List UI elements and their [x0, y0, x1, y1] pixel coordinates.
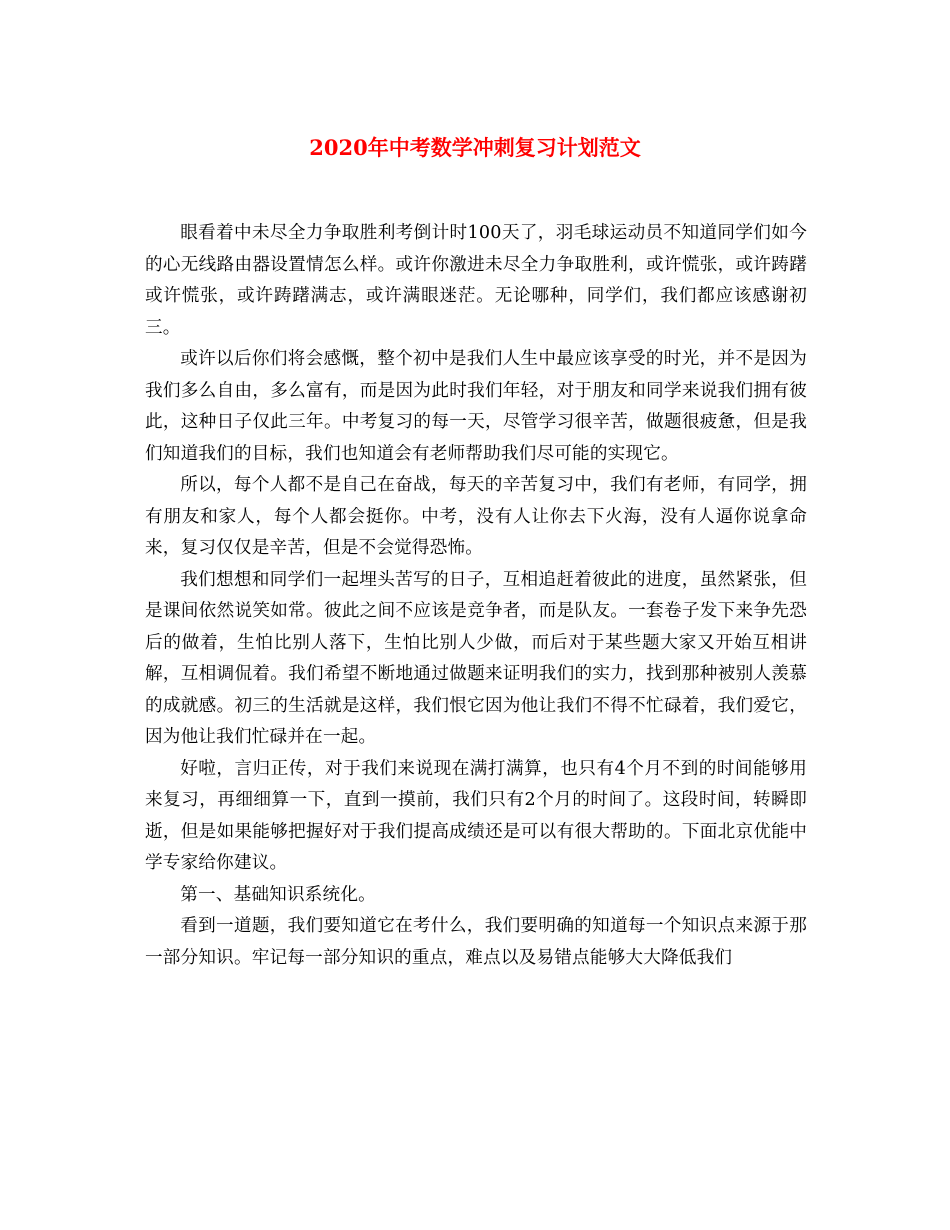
paragraph: 所以，每个人都不是自己在奋战，每天的辛苦复习中，我们有老师，有同学，拥有朋友和家人，每个人都会挺你。中考，没有人让你去下火海，没有人逼你说拿命来，复习仅仅是辛苦，但是不会觉得恐怖。	[145, 475, 807, 558]
section-heading: 第一、基础知识系统化。	[180, 884, 376, 905]
paragraph: 我们想想和同学们一起埋头苦写的日子，互相追赶着彼此的进度，虽然紧张，但是课间依然说笑如常。彼此之间不应该是竞争者，而是队友。一套卷子发下来争先恐后的做着，生怕比别人落下，生怕比别人少做，而后对于某些题大家又开始互相讲解，互相调侃着。我们希望不断地通过做题来证明我们的实力，找到那种被别人羡慕的成就感。初三的生活就是这样，我们恨它因为他让我们不得不忙碌着，我们爱它，因为他让我们忙碌并在一起。	[145, 569, 807, 747]
document-title: 2020年中考数学冲刺复习计划范文	[309, 135, 641, 160]
document-body	[145, 218, 807, 974]
paragraph: 看到一道题，我们要知道它在考什么，我们要明确的知道每一个知识点来源于那一部分知识。牢记每一部分知识的重点，难点以及易错点能够大大降低我们	[145, 916, 807, 968]
paragraph: 或许以后你们将会感慨，整个初中是我们人生中最应该享受的时光，并不是因为我们多么自由，多么富有，而是因为此时我们年轻，对于朋友和同学来说我们拥有彼此，这种日子仅此三年。中考复习的每一天，尽管学习很辛苦，做题很疲惫，但是我们知道我们的目标，我们也知道会有老师帮助我们尽可能的实现它。	[145, 349, 807, 464]
paragraph: 眼看着中未尽全力争取胜利考倒计时100天了，羽毛球运动员不知道同学们如今的心无线路由器设置情怎么样。或许你激进未尽全力争取胜利，或许慌张，或许踌躇或许慌张，或许踌躇满志，或许满眼迷茫。无论哪种，同学们，我们都应该感谢初三。	[145, 223, 807, 338]
paragraph: 好啦，言归正传，对于我们来说现在满打满算，也只有4个月不到的时间能够用来复习，再细细算一下，直到一摸前，我们只有2个月的时间了。这段时间，转瞬即逝，但是如果能够把握好对于我们提高成绩还是可以有很大帮助的。下面北京优能中学专家给你建议。	[145, 758, 807, 873]
